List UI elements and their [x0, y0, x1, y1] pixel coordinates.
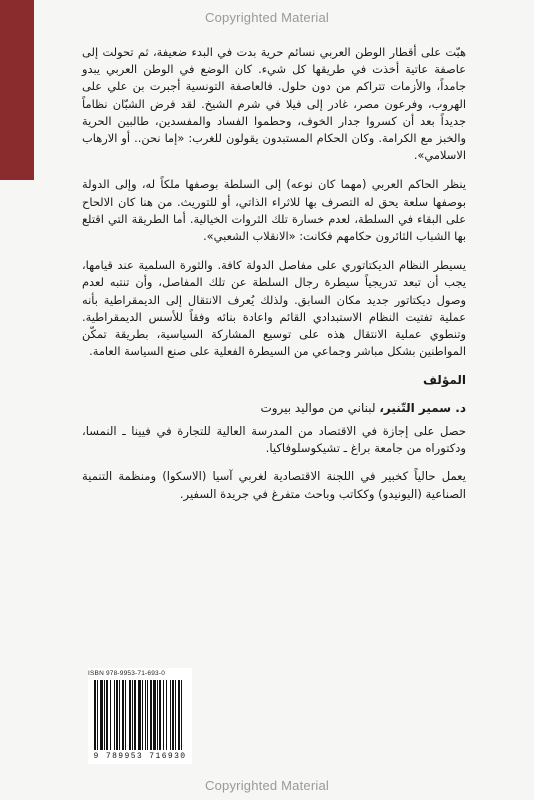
barcode-bar [94, 680, 96, 750]
watermark-top: Copyrighted Material [205, 10, 329, 25]
watermark-bottom: Copyrighted Material [205, 778, 329, 793]
barcode-bar [178, 680, 180, 750]
author-name: د. سمير التّنير، [379, 400, 466, 415]
barcode-bar [153, 680, 156, 750]
barcode-bar [175, 680, 176, 750]
barcode-bar [106, 680, 108, 750]
barcode-bar [110, 680, 111, 750]
barcode-bar [166, 680, 167, 750]
isbn-barcode [88, 668, 192, 764]
barcode-bar [122, 680, 124, 750]
barcode-bar [132, 680, 133, 750]
barcode-bar [129, 680, 131, 750]
author-origin: لبناني من مواليد بيروت [260, 400, 380, 415]
blurb-paragraph-3: يسيطر النظام الديكتاتوري على مفاصل الدولة كافة. والثورة السلمية عند قيامها، يجب أن تبعد تدريجياً سيطرة رجال السلطة عن تلك المفاصل، وأن تنتبه لعدم وصول ديكتاتور جديد مكان السابق. ولذلك يُعرف الانتقال إلى الديمقراطية بأنه عملية تفتيت النظام الاستبدادي القائم واعادة بنائه وفقاً للأسس الديمقراطية. وتنطوي عملية الانتقال هذه على توسيع المشاركة السياسية، بطريقة تمكّن المواطنين بشكل مباشر وجماعي من السيطرة الفعلية على صنع السياسة العامة. [82, 258, 466, 359]
barcode-bar [163, 680, 164, 750]
barcode-bar [147, 680, 148, 750]
barcode-bar [138, 680, 141, 750]
barcode-digits: 9 789953 716930 [93, 752, 187, 761]
barcode-bar [159, 680, 161, 750]
author-bio-education: حصل على إجازة في الاقتصاد من المدرسة العالية للتجارة في فيينا ـ النمسا، ودكتوراه من جامعة براغ ـ تشيكوسلوفاكيا. [82, 423, 466, 456]
barcode-bar [157, 680, 158, 750]
back-cover-text [82, 44, 466, 513]
barcode-bar [104, 680, 105, 750]
barcode-bar [125, 680, 126, 750]
cover-spine-band [0, 0, 34, 180]
barcode-bar [145, 680, 146, 750]
author-bio-career: يعمل حالياً كخبير في اللجنة الاقتصادية لغربي آسيا (الاسكوا) ومنظمة التنمية الصناعية (اليونيدو) وككاتب وباحث متفرغ في جريدة السفير. [82, 469, 466, 501]
barcode-bars [88, 680, 192, 752]
barcode-bar [170, 680, 171, 750]
barcode-bar [116, 680, 118, 750]
barcode-bar [97, 680, 98, 750]
barcode-bar [100, 680, 103, 750]
isbn-label: ISBN 978-9953-71-693-0 [88, 670, 166, 677]
barcode-bar [119, 680, 120, 750]
blurb-paragraph-2: ينظر الحاكم العربي (مهما كان نوعه) إلى السلطة بوصفها ملكاً له، وإلى الدولة بوصفها سلعة يحق له التصرف بها للاثراء الذاتي، أو للتوريث. من هنا كان الالحاح على البقاء في السلطة، لعدم خسارة تلك الثروات الخيالية. أما الطريقة التي اقتلع بها الشباب الثائرون حكامهم فكانت: «الانقلاب الشعبي». [82, 177, 466, 244]
author-heading: المؤلف [423, 373, 466, 388]
cover-spine-lower [0, 180, 34, 800]
barcode-bar [134, 680, 136, 750]
barcode-bar [114, 680, 115, 750]
blurb-paragraph-1: هبّت على أقطار الوطن العربي نسائم حرية بدت في البدء ضعيفة، ثم تحولت إلى عاصفة عاتية أخذت في طريقها كل شيء. كان الوضع في الوطن العربي يبدو جامداً، والأزمات تتراكم من دون حلول. فالعاصفة التونسية أجبرت بن علي على الهروب، وفرعون مصر، غادر إلى فيلا في شرم الشيخ. لقد فرض الشبّان نظاماً جديداً بعد أن كسروا جدار الخوف، وحطموا الفساد والمفسدين، طالبين الحرية والخبز مع الكرامة. وكان الحكام المستبدون يقولون للغرب: «إما نحن.. أو الارهاب الاسلامي». [82, 45, 466, 163]
barcode-bar [181, 680, 182, 750]
barcode-bar [172, 680, 174, 750]
barcode-bar [150, 680, 152, 750]
author-name-line [82, 400, 466, 417]
barcode-bar [142, 680, 143, 750]
